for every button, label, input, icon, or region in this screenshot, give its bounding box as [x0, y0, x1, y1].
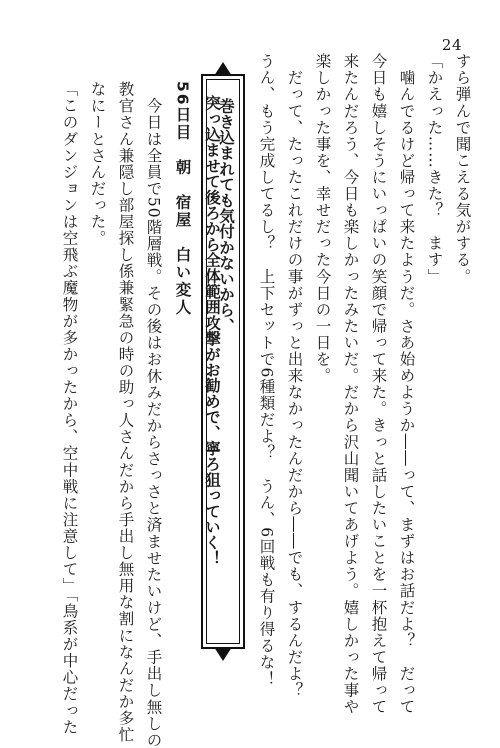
chapter-banner [201, 74, 245, 649]
text-column: 今日は全員で50階層戦。その後はお休みだからさっさと済ませたいけど、手出し無しの [144, 81, 163, 748]
text-column: 噛んでるけど帰って来たようだ。さあ始めようか――って、まずはお話だよ？ だって [397, 53, 416, 715]
page-number: 24 [441, 36, 462, 54]
text-column: 来たんだろう、今日も楽しかったみたいだ。だから沢山聞いてあげよう。嬉しかった事や [341, 53, 360, 715]
text-column: 楽しかった事を、幸せだった今日の一日を。 [313, 53, 332, 384]
text-column: 今日も嬉しそうにいっぱいの笑顔で帰って来た。きっと話したいことを一杯抱えて帰って [369, 53, 388, 715]
text-column: なにーとさんだった。 [88, 81, 107, 247]
banner-line-1: 巻き込まれても気付かないから、 [217, 98, 235, 334]
banner-arrow-bottom [214, 647, 232, 661]
section-heading: 56日目 朝 宿屋 白い変人 [173, 81, 192, 317]
text-column: 「このダンジョンは空飛ぶ魔物が多かったから、空中戦に注意して」「鳥系が中心だった [60, 81, 79, 736]
banner-line-2: 突っ込ませて後ろから全体範囲攻撃がお勧めで、寧ろ狙っていく！ [203, 95, 221, 566]
text-column: 教官さん兼隠し部屋探し係兼緊急の時の助っ人さんだから手出し無用な割になんだか多忙 [116, 81, 135, 743]
text-column: うん、もう完成してるし？ 上下セットで6種類だよ？ うん、6回戦も有り得るな！ [257, 53, 276, 688]
banner-arrow-top [214, 62, 232, 76]
text-column: 「かえった……きた？ ます」 [425, 53, 444, 285]
text-column: すら弾んで聞こえる気がする。 [453, 53, 472, 285]
text-column: だって、たったこれだけの事がずっと出来なかったんだから――でも、するんだよ？ [285, 53, 304, 699]
